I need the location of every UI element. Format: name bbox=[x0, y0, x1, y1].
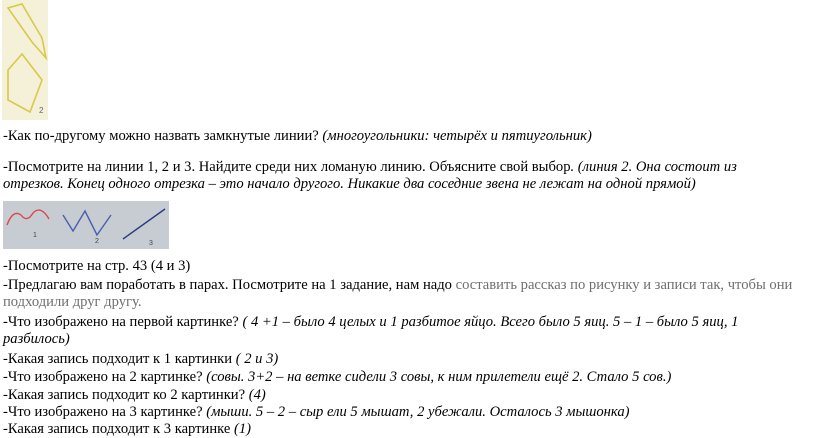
question-text: -Как по-другому можно назвать замкнутые линии? bbox=[3, 128, 323, 144]
line-3 bbox=[123, 209, 165, 239]
question-text: -Предлагаю вам поработать в парах. Посмотрите на 1 задание, нам надо bbox=[3, 277, 456, 293]
paragraph-picture-1 bbox=[3, 314, 793, 348]
question-text: -Что изображено на 2 картинке? bbox=[3, 369, 207, 385]
paragraph-page-ref bbox=[3, 258, 190, 275]
question-text: -Что изображено на первой картинке? bbox=[3, 314, 243, 330]
polygon-label: 2 bbox=[39, 106, 44, 115]
polygons-figure bbox=[2, 0, 48, 120]
line-1-label: 1 bbox=[33, 232, 37, 239]
question-text: -Посмотрите на линии 1, 2 и 3. Найдите среди них ломаную линию. Объясните свой выбор bbox=[3, 159, 571, 175]
question-text: -Какая запись подходит к 1 картинки bbox=[3, 351, 236, 367]
answer-text: . (линия 2. Она состоит из отрезков. Конец одного отрезка – это начало другого. Никакие два соседние звена не лежат на одной прямой) bbox=[3, 159, 737, 192]
instruction-text: -Посмотрите на стр. 43 (4 и 3) bbox=[3, 258, 191, 274]
answer-text: (совы. 3+2 – на ветке сидели 3 совы, к ним прилетели ещё 2. Стало 5 сов.) bbox=[206, 369, 672, 385]
answer-text: (4) bbox=[248, 387, 266, 403]
task-text: составить рассказ по рисунку и записи так, чтобы они подходили друг другу. bbox=[3, 277, 793, 310]
lines-figure bbox=[3, 201, 169, 249]
answer-text: ( 4 +1 – было 4 целых и 1 разбитое яйцо. Всего было 5 яиц. 5 – 1 – было 5 яиц, 1 разбилось) bbox=[3, 314, 739, 347]
answer-text: (многоугольники: четырёх и пятиугольник) bbox=[322, 128, 592, 144]
answer-text: (1) bbox=[234, 421, 252, 437]
line-2-label: 2 bbox=[95, 238, 99, 245]
question-text: -Какая запись подходит ко 2 картинки? bbox=[3, 387, 249, 403]
paragraph-picture-3 bbox=[3, 404, 630, 421]
answer-text: ( 2 и 3) bbox=[235, 351, 279, 367]
answer-text: (мыши. 5 – 2 – сыр ели 5 мышат, 2 убежали. Осталось 3 мышонка) bbox=[206, 404, 630, 420]
polygon-1 bbox=[8, 4, 46, 58]
paragraph-picture-2 bbox=[3, 369, 671, 386]
paragraph-pair-work bbox=[3, 277, 793, 311]
question-text: -Какая запись подходит к 3 картинке bbox=[3, 421, 235, 437]
line-3-label: 3 bbox=[149, 240, 153, 247]
line-1 bbox=[7, 210, 49, 225]
paragraph-record-2 bbox=[3, 387, 266, 404]
question-text: -Что изображено на 3 картинке? bbox=[3, 404, 207, 420]
paragraph-record-3 bbox=[3, 421, 251, 438]
paragraph-record-1 bbox=[3, 351, 278, 368]
line-2 bbox=[63, 211, 111, 235]
paragraph-closed-lines bbox=[3, 128, 592, 145]
polygon-2 bbox=[8, 54, 42, 112]
paragraph-broken-line bbox=[3, 159, 793, 193]
polygons-drawing bbox=[2, 0, 48, 120]
lines-drawing bbox=[3, 201, 169, 249]
